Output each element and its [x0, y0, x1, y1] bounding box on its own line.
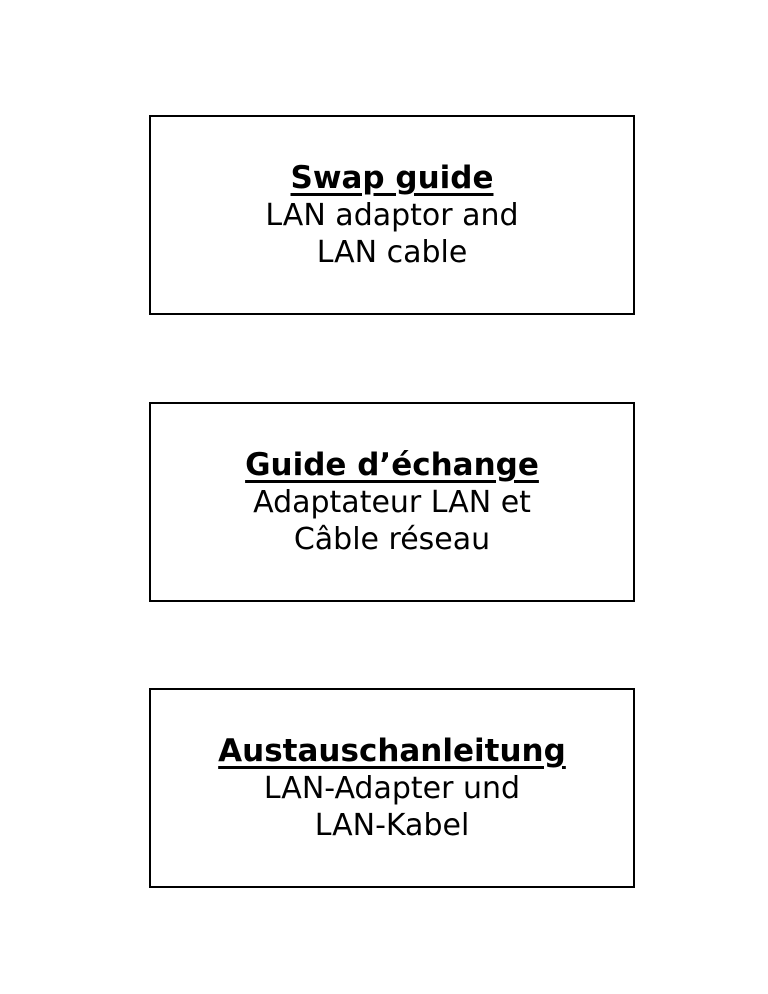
guide-card-english — [149, 115, 635, 315]
guide-card-french — [149, 402, 635, 602]
guide-line: Câble réseau — [293, 522, 491, 557]
guide-title: Swap guide — [290, 160, 494, 196]
guide-line: LAN cable — [316, 235, 468, 270]
guide-card-german — [149, 688, 635, 888]
guide-line: Adaptateur LAN et — [253, 485, 531, 520]
guide-line: LAN-Adapter und — [263, 771, 521, 806]
guide-line: LAN adaptor and — [265, 198, 519, 233]
guide-line: LAN-Kabel — [314, 808, 470, 843]
guide-title: Guide d’échange — [245, 447, 539, 483]
guide-title: Austauschanleitung — [218, 733, 566, 769]
